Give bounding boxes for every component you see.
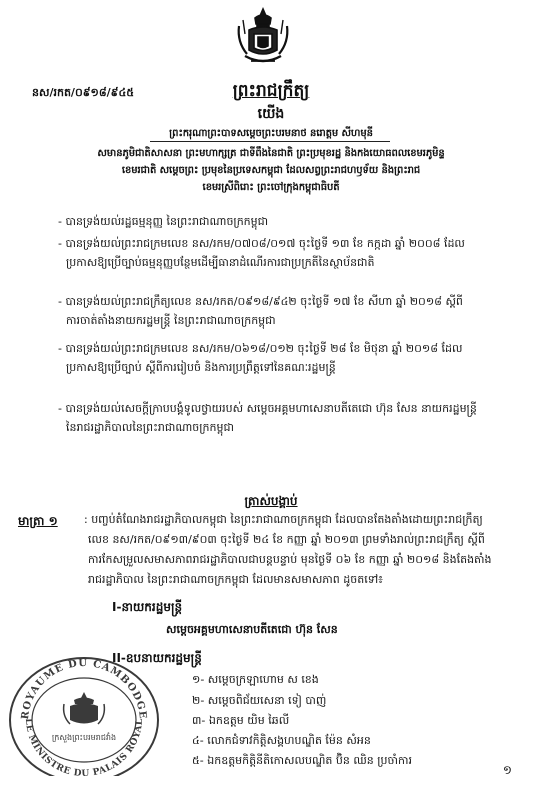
document-number: នស/រកត/០៩១៨/៩៤៥ (32, 86, 135, 99)
member-prime-minister: សម្ដេចអគ្គមហាសេនាបតីតេជោ ហ៊ុន សែន (166, 623, 338, 636)
preamble-item: - បានទ្រង់យល់ព្រះរាជក្រមលេខ នស/រកម/០៧០៨/០១៧ ចុះថ្ងៃទី ១៣ ខែ កក្កដា ឆ្នាំ ២០០៨ ដែល ប្រកាសឱ្យប្រើច្បាប់ធម្មនុញ្ញបន្ថែមដើម្បីធានាដំណើរការជាប្រក្រតីនៃស្ថាប័នជាតិ (58, 237, 465, 269)
divider (150, 141, 390, 142)
member-list-item: ១- សម្ដេចក្រឡាហោម ស ខេង (192, 673, 319, 686)
page-number: ១ (502, 763, 512, 777)
member-list-item: ២- សម្ដេចពិជ័យសេនា ទៀ បាញ់ (192, 694, 327, 707)
article-label: មាត្រា ១ (18, 514, 58, 528)
seal-bottom-text: LE MINISTRE DU PALAIS ROYAL (22, 718, 146, 776)
royal-emblem-icon (233, 6, 293, 68)
article-text-line: លេខ នស/រកត/០៩១៣/៩០៣ ចុះថ្ងៃទី ២៤ ខែ កញ្ញា ឆ្នាំ ២០១៣ ព្រមទាំងរាល់ព្រះរាជក្រឹត្យ ស្ដីពី (88, 533, 485, 546)
member-list-item: ៥- ឯកឧត្ដមកិត្តិនីតិកោសលបណ្ឌិត ប៊ិន ឈិន ប្រចាំការ (192, 754, 412, 767)
section-heading-prime-minister: I-នាយករដ្ឋមន្ត្រី (112, 600, 183, 614)
decree-heading: ត្រាស់បង្គាប់ (244, 494, 298, 508)
seal-emblem-icon (64, 692, 105, 724)
king-title-line: សមានភូមិជាតិសាសនា ព្រះមហាក្សត្រ ជាទីពឹងនៃជាតិ ព្រះប្រមុខរដ្ឋ និងកងយោធពលខេមរភូមិន្ទ (97, 148, 445, 159)
document-title: ព្រះរាជក្រឹត្យ (232, 81, 310, 101)
member-list-item: ៣- ឯកឧត្ដម យិម ឆៃលី (192, 714, 290, 727)
seal-top-text: ROYAUME DU CAMBODGE (19, 657, 149, 721)
preamble-item: - បានទ្រង់យល់រដ្ឋធម្មនុញ្ញ នៃព្រះរាជាណាចក្រកម្ពុជា (58, 215, 269, 228)
article-text-line: : បញ្ចប់តំណែងរាជរដ្ឋាភិបាលកម្ពុជា នៃព្រះរាជាណាចក្រកម្ពុជា ដែលបានតែងតាំងដោយព្រះរាជក្រឹត្យ (84, 513, 483, 526)
preamble-item: - បានទ្រង់យល់ព្រះរាជក្រឹត្យលេខ នស/រកត/០៩១៨/៩៤២ ចុះថ្ងៃទី ១៧ ខែ សីហា ឆ្នាំ ២០១៨ ស្ដីពី ការចាត់តាំងនាយករដ្ឋមន្ត្រី នៃព្រះរាជាណាចក្រកម្ពុជា (58, 295, 463, 327)
svg-text:LE MINISTRE DU PALAIS ROYAL (23, 718, 145, 776)
king-name-line: ព្រះករុណាព្រះបាទសម្ដេចព្រះបរមនាថ នរោត្តម សីហមុនី (169, 128, 373, 139)
section-heading-deputy-pm: II-ឧបនាយករដ្ឋមន្ត្រី (112, 651, 202, 665)
king-title-line: ខេមរជាតិ សម្ដេចព្រះ ប្រមុខនៃប្រទេសកម្ពុជា ដែលសព្វព្រះរាជហឫទ័យ និងព្រះរាជ (121, 165, 421, 176)
king-title-line: ខេមរស្រីពិរោះ ព្រះចៅក្រុងកម្ពុជាធិបតី (202, 182, 340, 193)
seal-center-text: ក្រសួងព្រះបរមរាជវាំង (51, 733, 117, 742)
preamble-item: - បានទ្រង់យល់ព្រះរាជក្រមលេខ នស/រកម/០៦១៨/០១២ ចុះថ្ងៃទី ២៨ ខែ មិថុនា ឆ្នាំ ២០១៨ ដែល ប្រកាសឱ្យប្រើច្បាប់ ស្ដីពីការរៀបចំ និងការប្រព្រឹត្តទៅនៃគណៈរដ្ឋមន្ត្រី (58, 342, 463, 374)
member-list-item: ៤- លោកជំទាវកិត្តិសង្គហបណ្ឌិត ម៉ែន សំអន (192, 734, 371, 747)
preamble-item: - បានទ្រង់យល់សេចក្ដីក្រាបបង្គំទូលថ្វាយរបស់ សម្ដេចអគ្គមហាសេនាបតីតេជោ ហ៊ុន សែន នាយករដ្ឋមន្ត្រី នៃរាជរដ្ឋាភិបាលនៃព្រះរាជាណាចក្រកម្ពុជា (58, 402, 477, 434)
article-text-line: ការកែសម្រួលសមាសភាពរាជរដ្ឋាភិបាលជាបន្តបន្ទាប់ មុនថ្ងៃទី ០៦ ខែ កញ្ញា ឆ្នាំ ២០១៨ និងតែងតាំង (88, 553, 492, 566)
article-text-line: រាជរដ្ឋាភិបាល នៃព្រះរាជាណាចក្រកម្ពុជា ដែលមានសមាសភាព ដូចតទៅ៖ (88, 573, 383, 586)
royal-palace-seal-stamp (6, 648, 162, 776)
document-subtitle: យើង (257, 106, 285, 122)
